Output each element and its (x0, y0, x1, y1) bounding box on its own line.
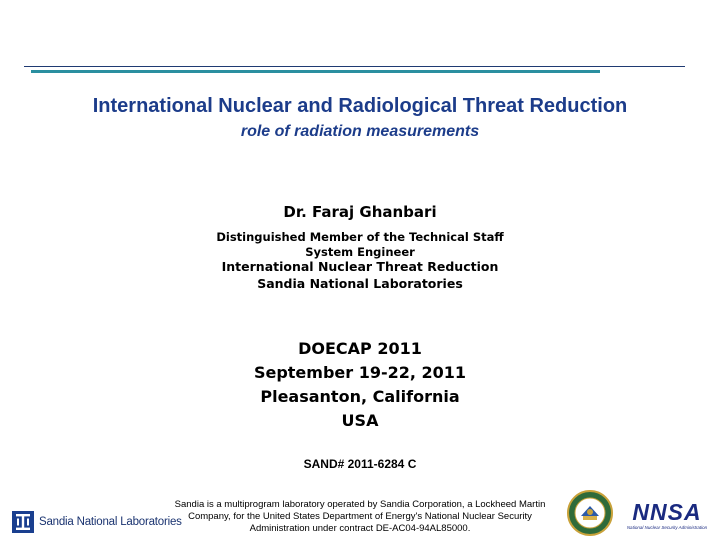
slide-title: International Nuclear and Radiological Threat Reduction (92, 95, 628, 117)
nnsa-logo-subtext: National Nuclear Security Administration (626, 525, 708, 530)
author-position: System Engineer (305, 245, 415, 259)
sandia-logo-text: Sandia National Laboratories (39, 516, 182, 528)
event-dates: September 19-22, 2011 (253, 363, 467, 382)
sandia-thunderbird-icon (12, 511, 34, 533)
author-name: Dr. Faraj Ghanbari (283, 203, 437, 221)
author-organization: Sandia National Laboratories (257, 276, 463, 291)
event-location: Pleasanton, California (260, 387, 460, 406)
sandia-logo (12, 510, 182, 534)
slide-subtitle: role of radiation measurements (240, 123, 480, 140)
header-rule-teal (31, 70, 600, 73)
nnsa-logo-text: NNSA (632, 499, 702, 525)
nnsa-logo (620, 500, 714, 534)
sandia-disclaimer: Sandia is a multiprogram laboratory operated by Sandia Corporation, a Lockheed Martin Company, for the United States Department of Energy's National Nuclear Security Administration under contract DE-AC04-94AL85000. (174, 499, 546, 534)
header-rule-dark (24, 66, 685, 67)
event-name: DOECAP 2011 (298, 339, 422, 358)
sand-number: SAND# 2011-6284 C (303, 457, 417, 471)
doe-seal-icon (567, 490, 613, 536)
author-program: International Nuclear Threat Reduction (221, 259, 499, 274)
author-title: Distinguished Member of the Technical Staff (216, 230, 504, 244)
event-country: USA (341, 411, 379, 430)
